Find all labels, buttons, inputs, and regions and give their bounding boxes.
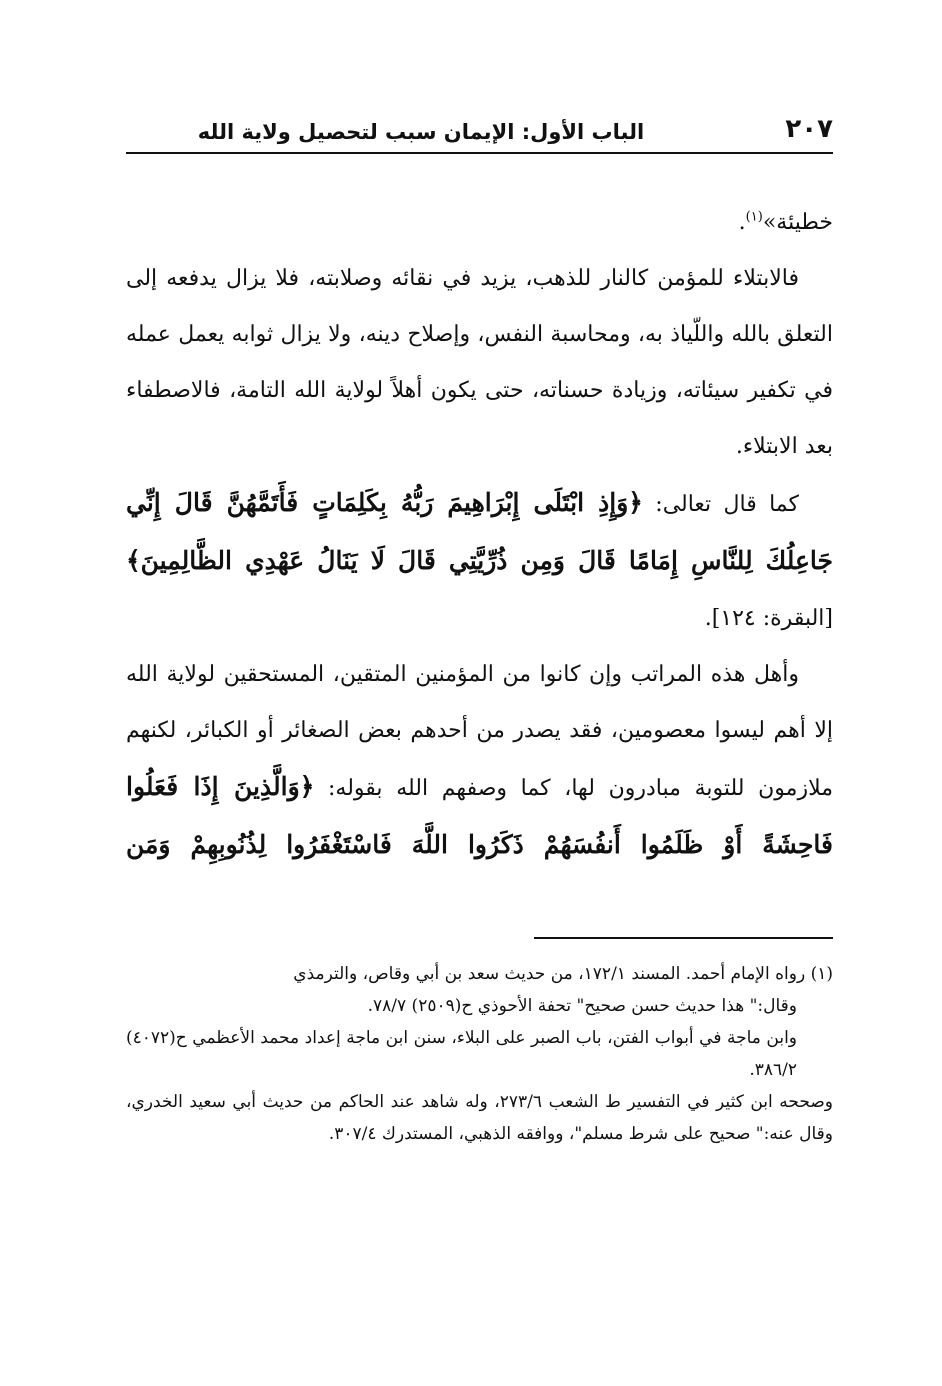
page-number: ٢٠٧: [785, 114, 833, 144]
footnote-1-line-2: وقال:" هذا حديث حسن صحيح" تحفة الأحوذي ح(٢٥٠٩) ٧٨/٧.: [367, 996, 797, 1016]
main-text: [126, 195, 833, 875]
paragraph-repentance: [126, 647, 833, 875]
paragraph-continuation: [126, 195, 833, 251]
header-divider: [126, 152, 833, 154]
verse-reference: [البقرة: ١٢٤].: [704, 606, 833, 631]
footnote-1-ibn-kathir: وصححه ابن كثير في التفسير ط الشعب ٢٧٣/٦، وله شاهد عند الحاكم من حديث أبي سعيد الخدري، وقال عنه:" صحيح على شرط مسلم"، ووافقه الذهبي، المستدرك ٣٠٧/٤.: [126, 1092, 833, 1144]
continuation-end: .: [738, 210, 746, 235]
footnote-1-ibn-majah: وابن ماجة في أبواب الفتن، باب الصبر على البلاء، سنن ابن ماجة إعداد محمد الأعظمي ح(٤٠٧٢) ٣٨٦/٢.: [126, 1028, 797, 1080]
footnote-marker[interactable]: (١): [745, 209, 763, 225]
repentance-text: وأهل هذه المراتب وإن كانوا من المؤمنين المتقين، المستحقين لولاية الله إلا أهم ليسوا معصومين، فقد يصدر من أحدهم بعض الصغائر أو الكبائر، لكنهم ملازمون للتوبة مبادرون لها، كما وصفهم الله بقوله:: [126, 662, 833, 801]
verse-intro: كما قال تعالى:: [642, 492, 799, 517]
continuation-text: خطيئة»: [762, 210, 833, 235]
quran-verse-imran: ﴿وَالَّذِينَ إِذَا فَعَلُوا فَاحِشَةً أَوْ ظَلَمُوا أَنفُسَهُمْ ذَكَرُوا اللَّهَ فَاسْتَغْفَرُوا لِذُنُوبِهِمْ وَمَن: [126, 772, 833, 859]
paragraph-trial: فالابتلاء للمؤمن كالنار للذهب، يزيد في نقائه وصلابته، فلا يزال يدفعه إلى التعلق بالله واللّياذ به، ومحاسبة النفس، وإصلاح دينه، ولا يزال ثوابه يعمل عمله في تكفير سيئاته، وزيادة حسناته، حتى يكون أهلاً لولاية الله التامة، فالاصطفاء بعد الابتلاء.: [126, 266, 833, 459]
footnote-1-line-1: (١) رواه الإمام أحمد. المسند ١٧٢/١، من حديث سعد بن أبي وقاص، والترمذي: [293, 964, 833, 984]
running-title: الباب الأول: الإيمان سبب لتحصيل ولاية الله: [197, 120, 645, 144]
footnote-divider: [534, 937, 833, 939]
footnotes: [126, 958, 833, 1150]
paragraph-verse-baqarah: [126, 475, 833, 647]
quran-verse: ﴿وَإِذِ ابْتَلَى إِبْرَاهِيمَ رَبُّهُ بِكَلِمَاتٍ فَأَتَمَّهُنَّ قَالَ إِنِّي جَاعِلُكَ لِلنَّاسِ إِمَامًا قَالَ وَمِن ذُرِّيَّتِي قَالَ لَا يَنَالُ عَهْدِي الظَّالِمِينَ﴾: [126, 488, 833, 575]
page-header: [126, 108, 833, 152]
